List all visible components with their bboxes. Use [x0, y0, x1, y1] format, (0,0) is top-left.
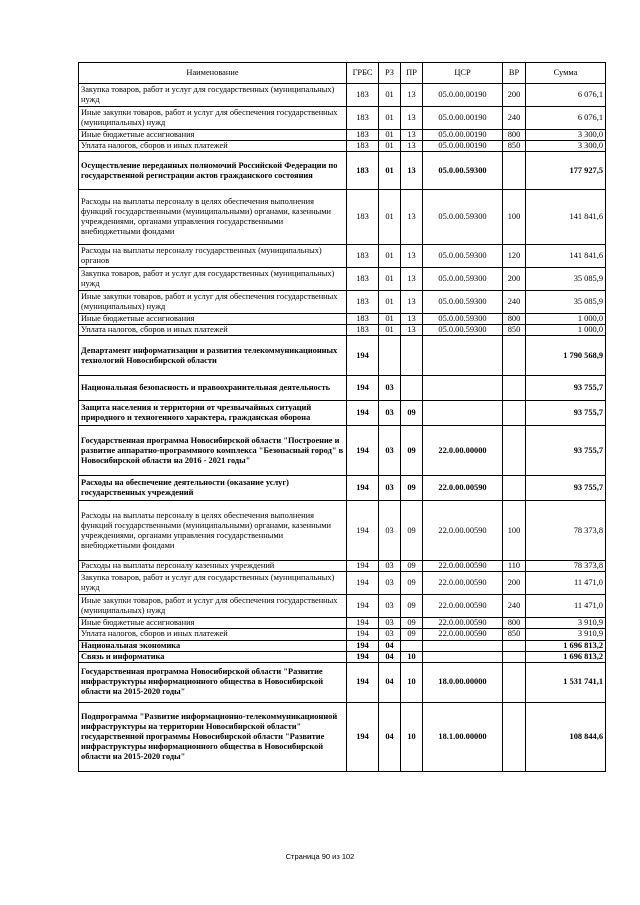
row-vr: 240: [503, 595, 526, 618]
row-csr: 05.0.00.59300: [423, 325, 503, 336]
row-grbs: 183: [347, 291, 379, 314]
row-csr: 18.1.00.00000: [423, 702, 503, 771]
row-grbs: 194: [347, 426, 379, 476]
row-grbs: 183: [347, 107, 379, 130]
table-row: [79, 314, 606, 325]
row-vr: 120: [503, 245, 526, 268]
row-name: Подпрограмма "Развитие информационно-телекоммуникационной инфраструктуры на территории Новосибирской области" государственной программы Новосибирской области "Развитие инфраструктуры информационного общества в Новосибирской области на 2015-2020 годы": [79, 702, 347, 771]
table-body: [79, 84, 606, 772]
row-csr: 22.0.00.00590: [423, 476, 503, 501]
row-pr: [401, 376, 423, 401]
row-rz: 04: [379, 702, 401, 771]
row-name: Расходы на выплаты персоналу государственных (муниципальных) органов: [79, 245, 347, 268]
row-rz: 03: [379, 376, 401, 401]
row-vr: [503, 640, 526, 651]
row-pr: 13: [401, 245, 423, 268]
row-sum: 93 755,7: [526, 376, 606, 401]
row-rz: 03: [379, 426, 401, 476]
row-sum: 141 841,6: [526, 245, 606, 268]
row-pr: [401, 640, 423, 651]
row-csr: 05.0.00.59300: [423, 291, 503, 314]
row-pr: 09: [401, 595, 423, 618]
row-sum: 108 844,6: [526, 702, 606, 771]
row-csr: [423, 640, 503, 651]
row-name: Закупка товаров, работ и услуг для государственных (муниципальных) нужд: [79, 268, 347, 291]
header-sum: Сумма: [526, 63, 606, 84]
table-row: [79, 325, 606, 336]
row-vr: 800: [503, 618, 526, 629]
table-row: [79, 336, 606, 376]
row-vr: 850: [503, 629, 526, 640]
row-grbs: 183: [347, 245, 379, 268]
row-pr: [401, 336, 423, 376]
row-name: Иные закупки товаров, работ и услуг для обеспечения государственных (муниципальных) нужд: [79, 291, 347, 314]
row-csr: 18.0.00.00000: [423, 662, 503, 702]
row-name: Иные бюджетные ассигнования: [79, 618, 347, 629]
row-csr: 05.0.00.00190: [423, 84, 503, 107]
row-pr: 09: [401, 629, 423, 640]
row-grbs: 194: [347, 640, 379, 651]
row-grbs: 194: [347, 702, 379, 771]
row-rz: 01: [379, 314, 401, 325]
row-sum: 177 927,5: [526, 152, 606, 190]
row-rz: 03: [379, 572, 401, 595]
table-row: [79, 245, 606, 268]
row-rz: 01: [379, 291, 401, 314]
row-pr: 13: [401, 130, 423, 141]
row-sum: 1 000,0: [526, 325, 606, 336]
row-sum: 3 300,0: [526, 141, 606, 152]
row-csr: [423, 401, 503, 426]
row-vr: 200: [503, 268, 526, 291]
row-pr: 09: [401, 401, 423, 426]
row-grbs: 194: [347, 595, 379, 618]
table-row: [79, 401, 606, 426]
row-pr: 13: [401, 141, 423, 152]
row-vr: 100: [503, 190, 526, 245]
row-pr: 09: [401, 501, 423, 561]
table-row: [79, 426, 606, 476]
row-name: Иные закупки товаров, работ и услуг для обеспечения государственных (муниципальных) нужд: [79, 595, 347, 618]
row-sum: 141 841,6: [526, 190, 606, 245]
row-sum: 93 755,7: [526, 476, 606, 501]
row-name: Осуществление переданных полномочий Российской Федерации по государственной регистрации актов гражданского состояния: [79, 152, 347, 190]
row-grbs: 183: [347, 325, 379, 336]
row-name: Иные бюджетные ассигнования: [79, 314, 347, 325]
row-vr: [503, 401, 526, 426]
row-grbs: 183: [347, 84, 379, 107]
row-sum: 1 696 813,2: [526, 651, 606, 662]
row-rz: 01: [379, 190, 401, 245]
row-grbs: 183: [347, 130, 379, 141]
row-sum: 1 000,0: [526, 314, 606, 325]
row-pr: 09: [401, 572, 423, 595]
row-name: Расходы на выплаты персоналу в целях обеспечения выполнения функций государственными (муниципальными) органами, казенными учреждениями, органами управления государственными внебюджетными фондами: [79, 501, 347, 561]
row-name: Расходы на выплаты персоналу в целях обеспечения выполнения функций государственными (муниципальными) органами, казенными учреждениями, органами управления государственными внебюджетными фондами: [79, 190, 347, 245]
row-sum: 1 696 813,2: [526, 640, 606, 651]
table-row: [79, 572, 606, 595]
row-sum: 11 471,0: [526, 595, 606, 618]
row-pr: 13: [401, 325, 423, 336]
row-grbs: 183: [347, 314, 379, 325]
row-name: Защита населения и территории от чрезвычайных ситуаций природного и техногенного характера, гражданская оборона: [79, 401, 347, 426]
row-csr: 22.0.00.00590: [423, 618, 503, 629]
row-pr: 13: [401, 190, 423, 245]
row-csr: 05.0.00.59300: [423, 190, 503, 245]
row-csr: 05.0.00.00190: [423, 107, 503, 130]
row-pr: 09: [401, 618, 423, 629]
header-grbs: ГРБС: [347, 63, 379, 84]
table-row: [79, 561, 606, 572]
row-vr: 100: [503, 501, 526, 561]
row-rz: 03: [379, 476, 401, 501]
row-grbs: 183: [347, 268, 379, 291]
row-rz: 04: [379, 662, 401, 702]
page-number: Страница 90 из 102: [285, 852, 355, 861]
row-rz: [379, 336, 401, 376]
row-name: Национальная экономика: [79, 640, 347, 651]
row-name: Уплата налогов, сборов и иных платежей: [79, 141, 347, 152]
table-row: [79, 651, 606, 662]
row-grbs: 194: [347, 629, 379, 640]
row-grbs: 194: [347, 572, 379, 595]
row-name: Национальная безопасность и правоохранительная деятельность: [79, 376, 347, 401]
row-csr: 05.0.00.59300: [423, 245, 503, 268]
row-grbs: 194: [347, 501, 379, 561]
row-vr: 240: [503, 107, 526, 130]
row-name: Связь и информатика: [79, 651, 347, 662]
table-row: [79, 291, 606, 314]
row-name: Государственная программа Новосибирской области "Развитие инфраструктуры информационного общества в Новосибирской области на 2015-2020 годы": [79, 662, 347, 702]
table-row: [79, 501, 606, 561]
table-row: [79, 618, 606, 629]
row-vr: [503, 152, 526, 190]
row-vr: 200: [503, 572, 526, 595]
row-sum: 35 085,9: [526, 291, 606, 314]
table-row: [79, 595, 606, 618]
table-row: [79, 702, 606, 771]
row-vr: 800: [503, 314, 526, 325]
row-vr: [503, 702, 526, 771]
row-sum: 78 373,8: [526, 561, 606, 572]
row-sum: 6 076,1: [526, 107, 606, 130]
row-csr: 05.0.00.00190: [423, 141, 503, 152]
row-rz: 03: [379, 595, 401, 618]
row-vr: 850: [503, 141, 526, 152]
table-row: [79, 190, 606, 245]
table-row: [79, 268, 606, 291]
row-name: Закупка товаров, работ и услуг для государственных (муниципальных) нужд: [79, 84, 347, 107]
row-sum: 3 300,0: [526, 130, 606, 141]
row-rz: 03: [379, 401, 401, 426]
row-csr: 22.0.00.00000: [423, 426, 503, 476]
row-sum: 1 531 741,1: [526, 662, 606, 702]
row-vr: [503, 662, 526, 702]
row-pr: 09: [401, 426, 423, 476]
row-vr: 200: [503, 84, 526, 107]
row-grbs: 194: [347, 662, 379, 702]
row-grbs: 194: [347, 651, 379, 662]
row-sum: 35 085,9: [526, 268, 606, 291]
row-name: Расходы на выплаты персоналу казенных учреждений: [79, 561, 347, 572]
row-rz: 04: [379, 651, 401, 662]
table-row: [79, 476, 606, 501]
row-name: Закупка товаров, работ и услуг для государственных (муниципальных) нужд: [79, 572, 347, 595]
row-pr: 13: [401, 314, 423, 325]
table-row: [79, 141, 606, 152]
row-csr: 05.0.00.59300: [423, 268, 503, 291]
row-rz: 01: [379, 84, 401, 107]
row-grbs: 183: [347, 141, 379, 152]
row-sum: 3 910,9: [526, 629, 606, 640]
row-rz: 03: [379, 629, 401, 640]
table-row: [79, 629, 606, 640]
row-pr: 09: [401, 476, 423, 501]
row-grbs: 194: [347, 376, 379, 401]
row-sum: 3 910,9: [526, 618, 606, 629]
row-name: Департамент информатизации и развития телекоммуникационных технологий Новосибирской области: [79, 336, 347, 376]
row-pr: 13: [401, 152, 423, 190]
header-rz: РЗ: [379, 63, 401, 84]
row-name: Расходы на обеспечение деятельности (оказание услуг) государственных учреждений: [79, 476, 347, 501]
row-pr: 10: [401, 702, 423, 771]
row-sum: 78 373,8: [526, 501, 606, 561]
row-csr: 05.0.00.00190: [423, 130, 503, 141]
row-vr: [503, 476, 526, 501]
row-rz: 01: [379, 325, 401, 336]
header-vr: ВР: [503, 63, 526, 84]
table-row: [79, 107, 606, 130]
row-grbs: 194: [347, 336, 379, 376]
row-sum: 1 790 568,9: [526, 336, 606, 376]
row-grbs: 194: [347, 401, 379, 426]
row-rz: 01: [379, 141, 401, 152]
row-csr: [423, 336, 503, 376]
row-rz: 01: [379, 130, 401, 141]
header-pr: ПР: [401, 63, 423, 84]
row-csr: [423, 376, 503, 401]
row-csr: 22.0.00.00590: [423, 629, 503, 640]
row-rz: 01: [379, 268, 401, 291]
row-pr: 13: [401, 84, 423, 107]
row-grbs: 183: [347, 152, 379, 190]
row-rz: 03: [379, 561, 401, 572]
row-csr: 22.0.00.00590: [423, 595, 503, 618]
row-pr: 10: [401, 662, 423, 702]
row-vr: [503, 651, 526, 662]
row-csr: [423, 651, 503, 662]
row-pr: 09: [401, 561, 423, 572]
row-vr: [503, 426, 526, 476]
row-rz: 04: [379, 640, 401, 651]
header-name: Наименование: [79, 63, 347, 84]
row-pr: 13: [401, 291, 423, 314]
row-vr: [503, 376, 526, 401]
table-row: [79, 662, 606, 702]
row-rz: 01: [379, 152, 401, 190]
row-name: Иные бюджетные ассигнования: [79, 130, 347, 141]
row-csr: 22.0.00.00590: [423, 501, 503, 561]
table-row: [79, 130, 606, 141]
table-row: [79, 640, 606, 651]
row-pr: 10: [401, 651, 423, 662]
row-name: Государственная программа Новосибирской области "Построение и развитие аппаратно-программного комплекса "Безопасный город" в Новосибирской области на 2016 - 2021 годы": [79, 426, 347, 476]
row-vr: 800: [503, 130, 526, 141]
row-name: Уплата налогов, сборов и иных платежей: [79, 325, 347, 336]
row-csr: 22.0.00.00590: [423, 572, 503, 595]
row-sum: 11 471,0: [526, 572, 606, 595]
row-rz: 01: [379, 245, 401, 268]
row-sum: 93 755,7: [526, 426, 606, 476]
row-pr: 13: [401, 107, 423, 130]
row-vr: 850: [503, 325, 526, 336]
row-pr: 13: [401, 268, 423, 291]
table-row: [79, 376, 606, 401]
row-csr: 05.0.00.59300: [423, 152, 503, 190]
table-row: [79, 152, 606, 190]
row-grbs: 183: [347, 190, 379, 245]
row-csr: 05.0.00.59300: [423, 314, 503, 325]
row-grbs: 194: [347, 561, 379, 572]
row-sum: 6 076,1: [526, 84, 606, 107]
row-rz: 03: [379, 501, 401, 561]
row-name: Уплата налогов, сборов и иных платежей: [79, 629, 347, 640]
row-name: Иные закупки товаров, работ и услуг для обеспечения государственных (муниципальных) нужд: [79, 107, 347, 130]
header-csr: ЦСР: [423, 63, 503, 84]
row-grbs: 194: [347, 476, 379, 501]
row-vr: 240: [503, 291, 526, 314]
row-grbs: 194: [347, 618, 379, 629]
table-row: [79, 84, 606, 107]
budget-table: [78, 62, 606, 772]
table-header-row: [79, 63, 606, 84]
row-csr: 22.0.00.00590: [423, 561, 503, 572]
row-vr: 110: [503, 561, 526, 572]
row-rz: 03: [379, 618, 401, 629]
row-sum: 93 755,7: [526, 401, 606, 426]
row-vr: [503, 336, 526, 376]
row-rz: 01: [379, 107, 401, 130]
